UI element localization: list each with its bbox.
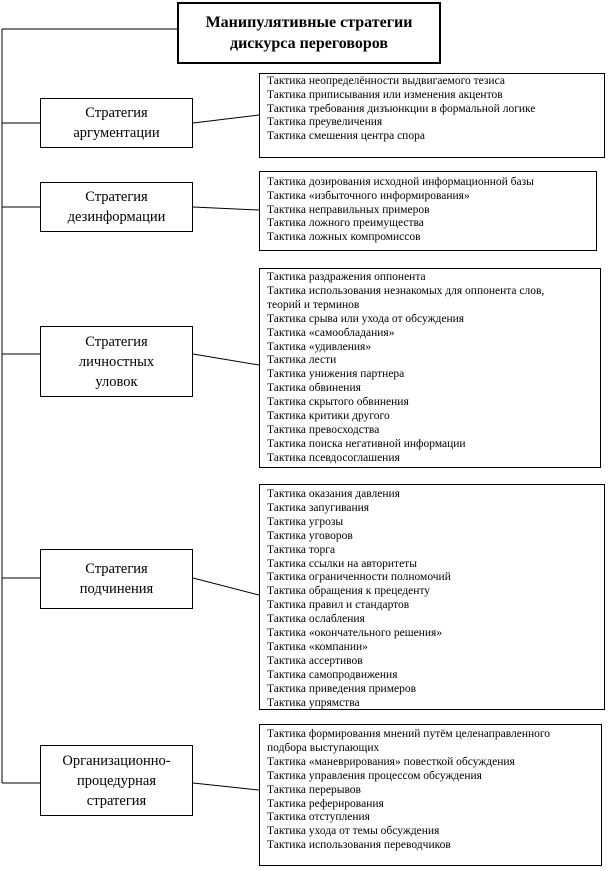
- strategy-disinformation: [40, 182, 193, 232]
- tactic-item: Тактика управления процессом обсуждения: [267, 769, 482, 782]
- tactic-item: Тактика «окончательного решения»: [267, 627, 443, 640]
- tactic-item: Тактика «маневрирования» повесткой обсуждения: [267, 755, 515, 768]
- tactic-item: Тактика угрозы: [267, 515, 344, 528]
- strategy-organizational-procedural: [40, 745, 193, 816]
- strategy-personal-tricks: [40, 326, 193, 397]
- tactic-item: Тактика смешения центра спора: [267, 130, 425, 143]
- tactic-item: Тактика ссылки на авторитеты: [267, 557, 417, 570]
- tactic-item: Тактика дозирования исходной информационной базы: [267, 176, 534, 188]
- strategy-label: Стратегия личностных уловок: [78, 333, 155, 390]
- tactic-item: Тактика ограниченности полномочий: [267, 571, 451, 584]
- tactic-item: Тактика «самообладания»: [267, 326, 395, 339]
- tactic-item: Тактика уговоров: [267, 529, 353, 542]
- tactic-item: Тактика реферирования: [267, 797, 384, 810]
- tactic-item: Тактика использования незнакомых для оппонента слов, теорий и терминов: [267, 284, 545, 311]
- tactic-item: Тактика отступления: [267, 811, 370, 824]
- strategy-argumentation: [40, 98, 193, 148]
- tactic-item: Тактика преувеличения: [267, 116, 383, 129]
- tactic-item: Тактика ложного преимущества: [267, 217, 424, 230]
- tactics-subordination: [259, 484, 605, 710]
- tactic-item: Тактика неопределённости выдвигаемого тезиса: [267, 75, 505, 87]
- tactics-organizational-procedural: [259, 724, 602, 866]
- strategy-label: Стратегия аргументации: [73, 105, 160, 141]
- tactics-disinformation: [259, 171, 597, 251]
- strategy-subordination: [40, 549, 193, 609]
- tactic-item: Тактика правил и стандартов: [267, 599, 410, 612]
- tactic-item: Тактика ухода от темы обсуждения: [267, 825, 440, 838]
- tactic-item: Тактика перерывов: [267, 783, 361, 796]
- tactic-item: Тактика требования дизъюнкции в формальной логике: [267, 102, 536, 115]
- tactic-item: Тактика лести: [267, 354, 337, 367]
- tactic-item: Тактика «избыточного информирования»: [267, 189, 470, 202]
- tactic-item: Тактика ассертивов: [267, 654, 363, 667]
- tactic-item: Тактика приписывания или изменения акцентов: [267, 88, 503, 101]
- strategy-label: Организационно-процедурная стратегия: [62, 752, 171, 809]
- tactic-item: Тактика критики другого: [267, 410, 390, 423]
- strategy-label: Стратегия подчинения: [79, 561, 154, 597]
- tactic-item: Тактика упрямства: [267, 696, 360, 709]
- tactic-item: Тактика «удивления»: [267, 340, 372, 353]
- tactic-item: Тактика запугивания: [267, 501, 370, 514]
- tactic-item: Тактика торга: [267, 543, 336, 556]
- tactic-item: Тактика оказания давления: [267, 488, 400, 500]
- tactic-item: Тактика псевдосоглашения: [267, 451, 400, 464]
- tactic-item: Тактика ложных компромиссов: [267, 231, 421, 244]
- tactic-item: Тактика скрытого обвинения: [267, 396, 409, 409]
- tactic-item: Тактика обвинения: [267, 382, 361, 395]
- tactic-item: Тактика раздражения оппонента: [267, 271, 426, 283]
- tactic-item: Тактика срыва или ухода от обсуждения: [267, 312, 465, 325]
- tactics-argumentation: [259, 73, 605, 158]
- tactics-personal-tricks: [259, 268, 601, 468]
- tactic-item: Тактика неправильных примеров: [267, 203, 430, 216]
- tactic-item: Тактика обращения к прецеденту: [267, 585, 431, 598]
- tactic-item: Тактика самопродвижения: [267, 668, 398, 681]
- diagram-title-text: Манипулятивные стратегии дискурса переговоров: [205, 14, 413, 52]
- tactic-item: Тактика приведения примеров: [267, 682, 417, 695]
- tactic-item: Тактика ослабления: [267, 613, 365, 626]
- tactic-item: Тактика превосходства: [267, 423, 380, 436]
- tactic-item: Тактика использования переводчиков: [267, 839, 451, 852]
- strategy-label: Стратегия дезинформации: [67, 189, 166, 225]
- tactic-item: Тактика формирования мнений путём целенаправленного подбора выступающих: [267, 728, 551, 754]
- tactic-item: Тактика «компании»: [267, 640, 368, 653]
- tactic-item: Тактика поиска негативной информации: [267, 437, 466, 450]
- diagram-title: [177, 2, 441, 64]
- tactic-item: Тактика унижения партнера: [267, 368, 405, 381]
